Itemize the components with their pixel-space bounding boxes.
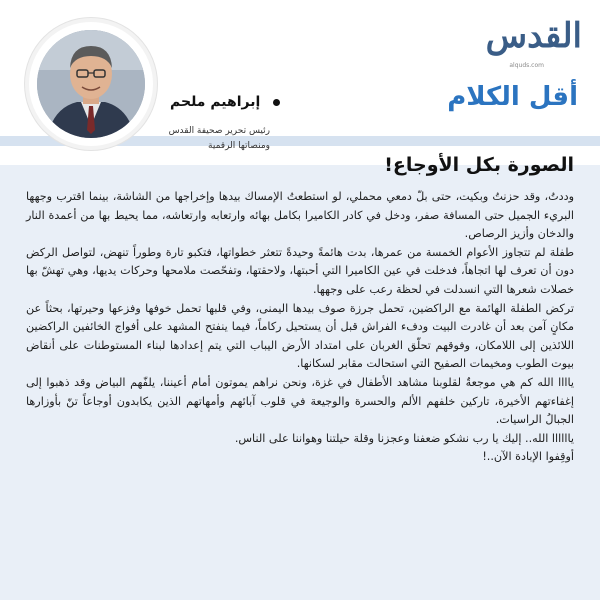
article-paragraph: وددتُ، وقد حزنتُ وبكيت، حتى بلّ دمعي محملي، لو استطعتُ الإمساك بيدها وإخراجها من الشاشة، بينما اقترب وجهها البريء الجميل حتى المسافة صفر، ودخل في كادر الكاميرا بكامل بهائه وارتعابه وارتعاشه، مما يحيط بها من أعمدة النار والدخان وأزيز الرصاص.	[26, 190, 574, 241]
author-photo-icon	[37, 30, 145, 138]
article-paragraph: تركض الطفلة الهائمة مع الراكضين، تحمل جرزة صوف بيدها اليمنى، وفي قلبها تحمل خوفها وفزعها وحيرتها، بحثاً عن مكانٍ آمن بعد أن غادرت البيت ودفء الفراش قبل أن يستحيل ركاماً، فيما ينفتح المشهد على أفواج الخائفين الراكضين اللائذين إلى اللامكان، وفوقهم تحلّق الغربان على امتداد الأرض اليباب التي يتم إعدادها لبناء المستوطنات على أنقاض بيوت الطوب ومخيمات الصفيح التي استحالت مقابر لسكانها.	[26, 301, 574, 371]
column-title: أقل الكلام	[447, 82, 578, 112]
article-closing-line: أوقِفوا الإبادة الآن..!	[482, 450, 574, 464]
logo-subtext: alquds.com	[509, 62, 544, 69]
author-name: إبراهيم ملحم	[170, 94, 261, 110]
article-paragraph: طفلة لم تتجاوز الأعوام الخمسة من عمرها، بدت هائمةً وحيدةً تتعثر خطواتها، فتكبو تارة وطوراً تنهض، لتواصل الركض دون أن تعرف لها اتجاهاً، فدخلت في عين الكاميرا التي أحبتها، ولاحقتها، وتفحّصت ملامحها وحركات يديها، وهي تهشّ بها خصلات شعرها التي انسدلت في لحظة رعب على وجهها.	[26, 245, 574, 296]
newspaper-logo	[432, 16, 582, 72]
author-role: رئيس تحرير صحيفة القدس ومنصاتها الرقمية	[168, 126, 270, 151]
author-photo	[37, 30, 145, 138]
article-headline: الصورة بكل الأوجاع!	[384, 154, 574, 176]
author-bullet-icon	[273, 99, 280, 106]
author-photo-frame	[25, 18, 157, 150]
article-body	[20, 148, 582, 588]
article-paragraph: ياااا الله كم هي موجعةٌ لقلوبنا مشاهد الأطفال في غزة، ونحن نراهم يموتون أمام أعيننا، يلفّهم البياض وقد ذهبوا إلى إغفاءتهم الأخيرة، تاركين خلفهم الألم والحسرة والوجيعة في قلوب آبائهم وأمهاتهم الذين يكابدون أوجاعاً تنّ بأوزارها الجبالُ الراسيات.	[26, 375, 574, 427]
article-paragraph: ياااااا الله.. إليك يا رب نشكو ضعفنا وعجزنا وقلة حيلتنا وهواننا على الناس.	[234, 431, 574, 445]
logo-text: القدس	[485, 16, 582, 56]
header	[0, 0, 600, 165]
